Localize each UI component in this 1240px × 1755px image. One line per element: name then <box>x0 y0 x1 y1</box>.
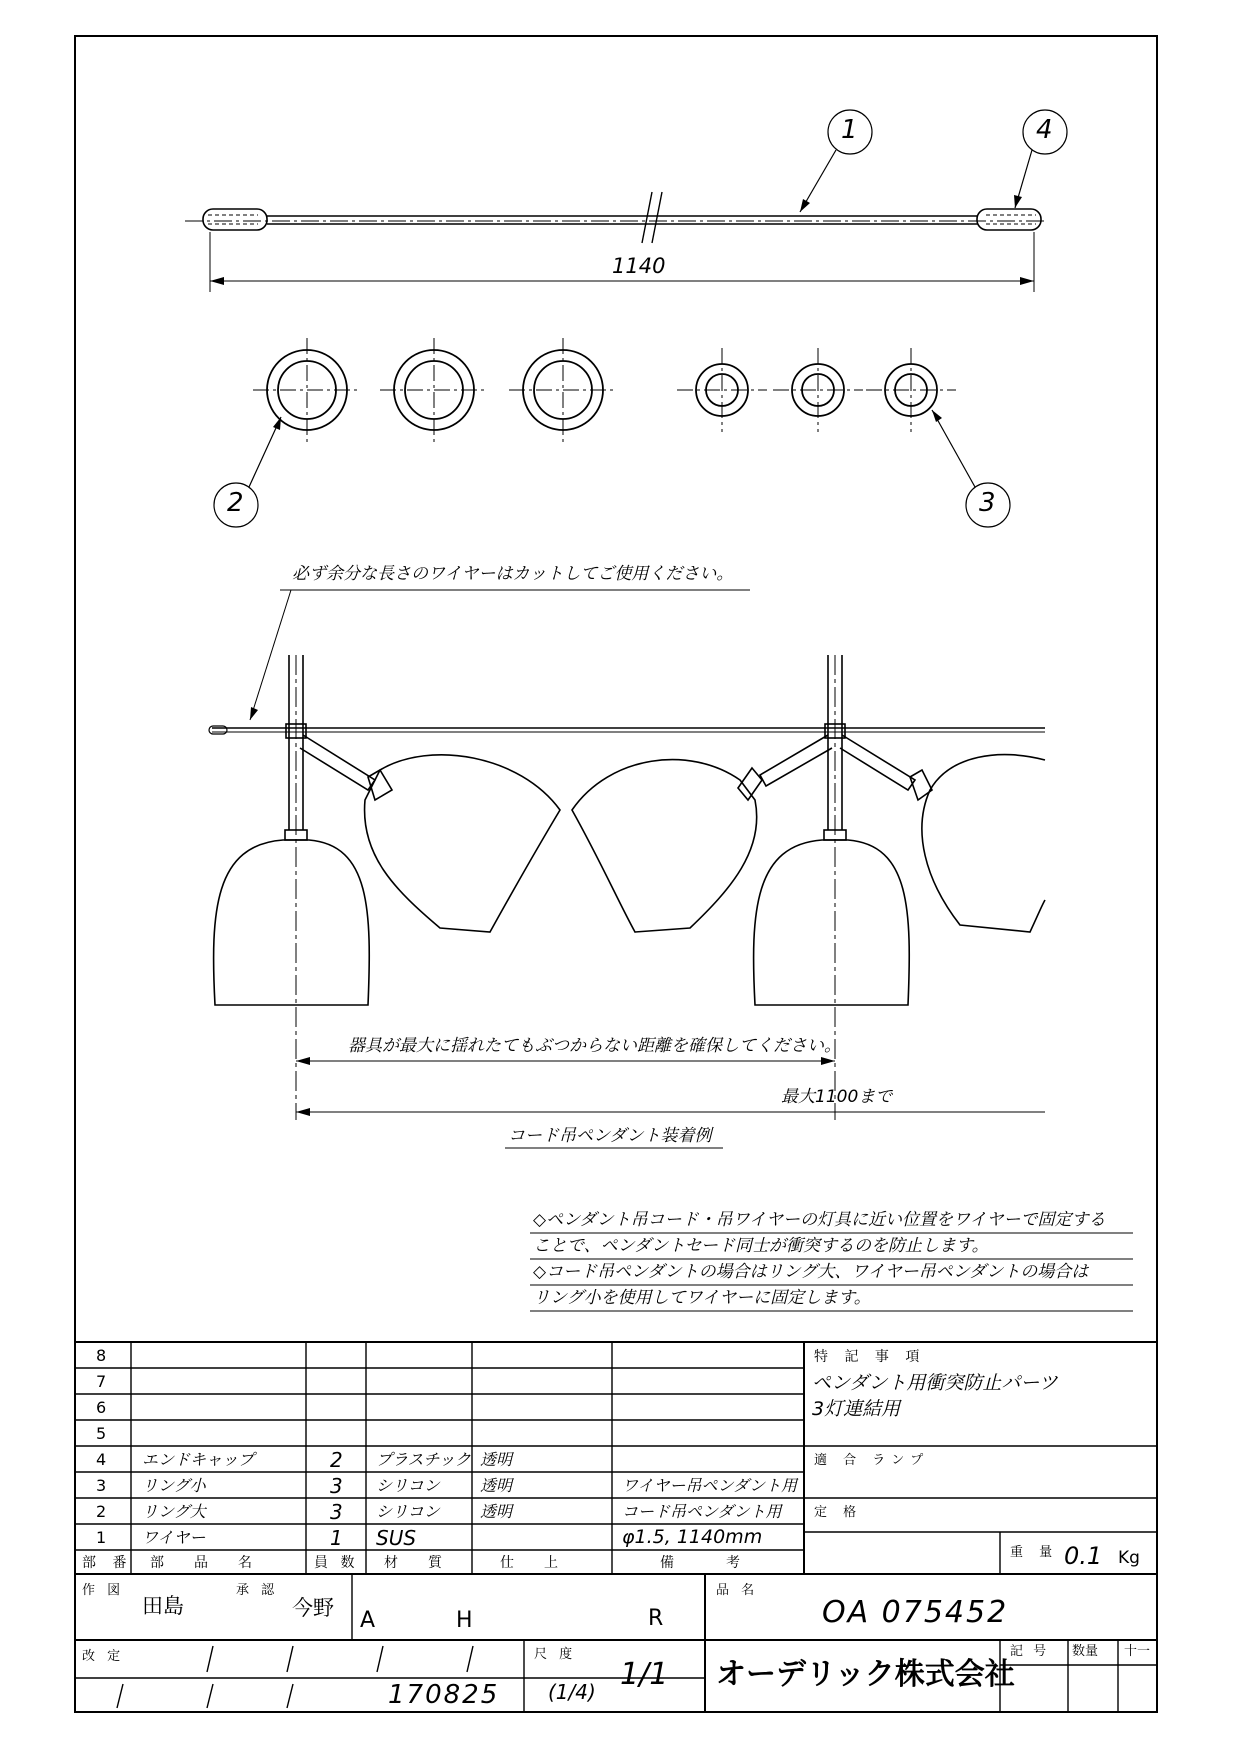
notes-line-1: ◇ペンダント吊コード・吊ワイヤーの灯具に近い位置をワイヤーで固定する <box>533 1210 1106 1230</box>
special-notes-line1: ペンダント用衝突防止パーツ <box>812 1372 1058 1394</box>
row-3-remarks: ワイヤー吊ペンダント用 <box>622 1476 798 1495</box>
header-finish: 仕 上 <box>500 1555 566 1571</box>
row-5-no: 5 <box>96 1424 107 1443</box>
row-2-qty: 3 <box>330 1500 343 1524</box>
grade-a: A <box>360 1608 376 1633</box>
scale-sub: (1/4) <box>548 1680 596 1704</box>
header-name: 部 品 名 <box>150 1555 260 1571</box>
note-max: 最大1100まで <box>781 1087 893 1107</box>
count-label: 数量 <box>1072 1644 1099 1659</box>
row-2-finish: 透明 <box>480 1502 513 1521</box>
row-4-finish: 透明 <box>480 1450 513 1469</box>
header-no: 部 番 <box>82 1555 133 1571</box>
notes-line-2: ことで、ペンダントセード同士が衝突するのを防止します。 <box>533 1236 989 1256</box>
row-3-finish: 透明 <box>480 1476 513 1495</box>
weight-unit: Kg <box>1118 1548 1140 1568</box>
approved-by: 今野 <box>292 1596 334 1620</box>
balloon-4-label: 4 <box>1036 115 1053 145</box>
dimension-total: 1140 <box>612 254 666 278</box>
scale-label: 尺 度 <box>534 1647 577 1662</box>
plusminus-label: 十一 <box>1124 1644 1151 1659</box>
row-1-remarks: φ1.5, 1140mm <box>622 1526 763 1548</box>
row-2-remarks: コード吊ペンダント用 <box>622 1502 782 1521</box>
notes-line-4: リング小を使用してワイヤーに固定します。 <box>533 1288 871 1308</box>
header-remarks: 備 考 <box>660 1555 748 1571</box>
row-2-material: シリコン <box>376 1502 440 1521</box>
row-4-material: プラスチック <box>376 1450 471 1469</box>
revision-label: 改 定 <box>82 1649 125 1664</box>
row-3-no: 3 <box>96 1476 107 1495</box>
symbol-label: 記 号 <box>1010 1644 1050 1659</box>
weight-value: 0.1 <box>1064 1542 1103 1570</box>
row-1-qty: 1 <box>330 1526 343 1550</box>
row-4-qty: 2 <box>330 1448 343 1472</box>
lamp-label: 適 合 ランプ <box>814 1453 930 1468</box>
approved-label: 承 認 <box>236 1583 279 1598</box>
row-2-no: 2 <box>96 1502 107 1521</box>
grade-h: H <box>456 1608 473 1633</box>
caption-example: コード吊ペンダント装着例 <box>508 1126 712 1146</box>
note-wire-cut: 必ず余分な長さのワイヤーはカットしてご使用ください。 <box>292 564 734 584</box>
row-8-no: 8 <box>96 1346 107 1365</box>
drawn-by: 田島 <box>142 1594 184 1618</box>
header-qty: 員 数 <box>314 1555 359 1571</box>
row-6-no: 6 <box>96 1398 107 1417</box>
header-material: 材 質 <box>384 1555 450 1571</box>
row-4-no: 4 <box>96 1450 107 1469</box>
row-7-no: 7 <box>96 1372 107 1391</box>
row-2-name: リング大 <box>142 1502 206 1521</box>
grade-r: R <box>648 1606 664 1631</box>
balloon-2-label: 2 <box>227 488 244 518</box>
row-3-material: シリコン <box>376 1476 440 1495</box>
row-1-material: SUS <box>376 1526 417 1550</box>
special-notes-label: 特 記 事 項 <box>814 1349 926 1365</box>
product-code: OA 075452 <box>822 1595 1009 1630</box>
rating-label: 定 格 <box>814 1505 863 1520</box>
row-4-name: エンドキャップ <box>142 1450 255 1469</box>
notes-line-3: ◇コード吊ペンダントの場合はリング大、ワイヤー吊ペンダントの場合は <box>533 1262 1089 1282</box>
company-name: オーデリック株式会社 <box>716 1657 1015 1692</box>
row-1-no: 1 <box>96 1528 107 1547</box>
installation-example <box>209 590 1045 1148</box>
row-3-name: リング小 <box>142 1476 206 1495</box>
weight-label: 重 量 <box>1010 1545 1059 1560</box>
drawn-label: 作 図 <box>82 1583 125 1598</box>
rings-view <box>214 338 1010 527</box>
special-notes-line2: 3灯連結用 <box>812 1398 901 1420</box>
row-3-qty: 3 <box>330 1474 343 1498</box>
balloon-1-label: 1 <box>841 115 858 145</box>
scale-value: 1/1 <box>620 1657 669 1692</box>
revision-date: 170825 <box>388 1680 500 1710</box>
product-label: 品 名 <box>716 1583 759 1598</box>
row-1-name: ワイヤー <box>142 1528 206 1547</box>
balloon-3-label: 3 <box>979 488 996 518</box>
note-clearance: 器具が最大に揺れたてもぶつからない距離を確保してください。 <box>348 1036 841 1056</box>
